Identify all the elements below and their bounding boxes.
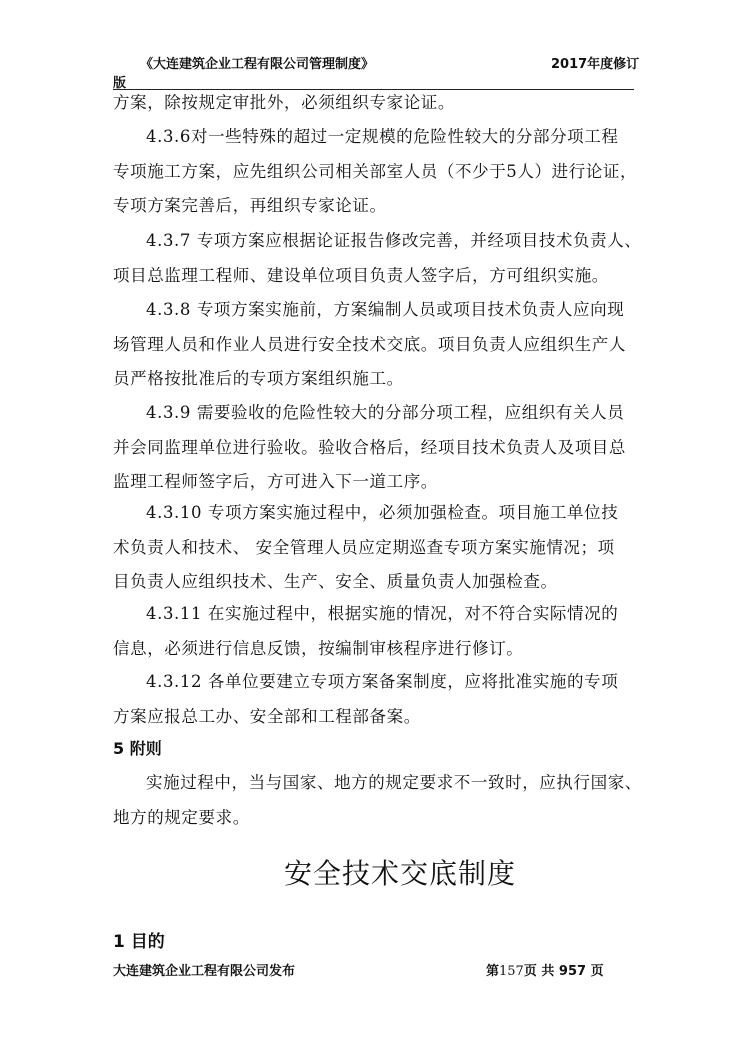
- paragraph-continuation: [113, 86, 643, 121]
- text-line: 专项施工方案，应先组织公司相关部室人员（不少于5人）进行论证，: [113, 161, 638, 181]
- text-line: 4.3.6对一些特殊的超过一定规模的危险性较大的分部分项工程: [146, 127, 619, 146]
- text-line: 目负责人应组织技术、生产、安全、质量负责人加强检查。: [113, 572, 558, 591]
- paragraph-4-3-10: [113, 496, 643, 600]
- total-pages: 957: [558, 964, 587, 979]
- text-line: 方案应报总工办、安全部和工程部备案。: [113, 706, 421, 726]
- text-line: 专项方案完善后，再组织专家论证。: [113, 196, 387, 215]
- paragraph-4-3-7: [113, 224, 643, 293]
- text-line: 4.3.8 专项方案实施前，方案编制人员或项目技术负责人应向现: [146, 300, 625, 319]
- text-line: 4.3.10 专项方案实施过程中，必须加强检查。项目施工单位技: [146, 503, 619, 522]
- text-line: 4.3.11 在实施过程中，根据实施的情况，对不符合实际情况的: [146, 604, 619, 623]
- text-line: 员严格按批准后的专项方案组织施工。: [113, 369, 404, 388]
- page-suffix: 页: [590, 964, 604, 979]
- text-line: 信息，必须进行信息反馈，按编制审核程序进行修订。: [113, 638, 524, 658]
- text-line: 项目总监理工程师、建设单位项目负责人签字后，方可组织实施。: [113, 265, 609, 285]
- section-5-heading: 5 附则: [113, 739, 162, 758]
- header-revision-wrap: 版: [113, 76, 127, 91]
- paragraph-4-3-8: [113, 293, 643, 397]
- text-line: 地方的规定要求。: [113, 807, 250, 827]
- paragraph-4-3-11: [113, 597, 643, 666]
- footer-page-number: [486, 960, 604, 979]
- text-line: 4.3.9 需要验收的危险性较大的分部分项工程，应组织有关人员: [146, 403, 625, 422]
- document-title: 安全技术交底制度: [283, 857, 516, 890]
- header-document-name: 《大连建筑企业工程有限公司管理制度》: [140, 57, 375, 72]
- text-line: 4.3.12 各单位要建立专项方案备案制度，应将批准实施的专项: [146, 672, 619, 691]
- text-line: 实施过程中，当与国家、地方的规定要求不一致时，应执行国家、: [146, 773, 642, 792]
- page-prefix: 第: [486, 964, 500, 979]
- current-page: 157: [499, 964, 524, 979]
- header-revision: 2017年度修订: [551, 57, 640, 72]
- text-line: 术负责人和技术、 安全管理人员应定期巡查专项方案实施情况；项: [113, 537, 615, 557]
- text-line: 监理工程师签字后，方可进入下一道工序。: [113, 472, 438, 491]
- paragraph-4-3-9: [113, 396, 643, 500]
- text-line: 4.3.7 专项方案应根据论证报告修改完善，并经项目技术负责人、: [146, 231, 642, 250]
- text-line: 并会同监理单位进行验收。验收合格后，经项目技术负责人及项目总: [113, 437, 626, 457]
- paragraph-4-3-12: [113, 665, 643, 734]
- page-mid: 页 共: [523, 964, 555, 979]
- paragraph-appendix: [113, 766, 643, 835]
- text-line: 场管理人员和作业人员进行安全技术交底。项目负责人应组织生产人: [113, 334, 626, 354]
- text-line: 方案，除按规定审批外，必须组织专家论证。: [113, 93, 455, 112]
- paragraph-4-3-6: [113, 120, 643, 224]
- footer-publisher: 大连建筑企业工程有限公司发布: [113, 964, 296, 979]
- section-1-heading: 1 目的: [113, 932, 165, 952]
